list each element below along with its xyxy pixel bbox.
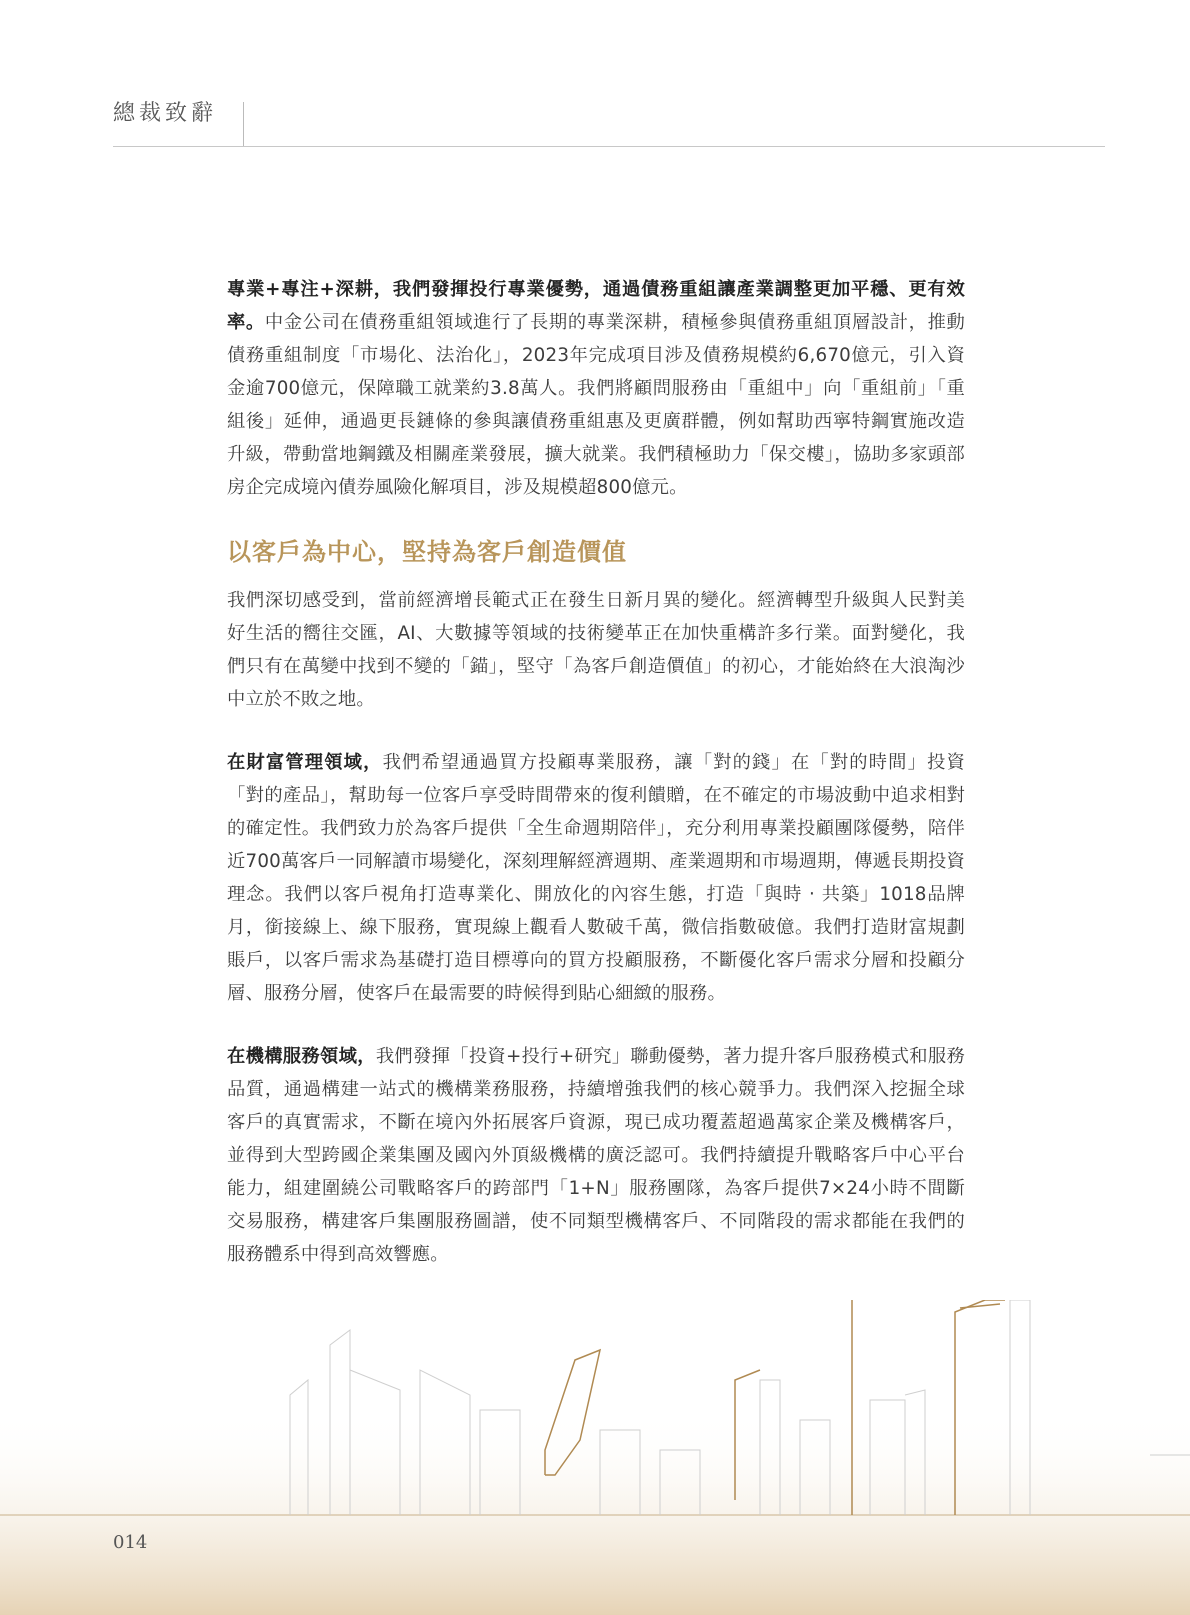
skyline-gradient-band [0,1410,1190,1615]
paragraph-customer-value [227,584,965,716]
paragraph-lead-bold: 在財富管理領域， [227,752,383,773]
paragraph-lead-bold: 在機構服務領域， [227,1046,376,1067]
main-content [227,273,965,1301]
page-number: 014 [113,1532,148,1553]
paragraph-body: 中金公司在債務重組領域進行了長期的專業深耕，積極參與債務重組頂層設計，推動債務重組制度「市場化、法治化」，2023年完成項目涉及債務規模約6,670億元，引入資金逾700億元，保障職工就業約3.8萬人。我們將顧問服務由「重組中」向「重組前」「重組後」延伸，通過更長鏈條的參與讓債務重組惠及更廣群體，例如幫助西寧特鋼實施改造升級，帶動當地鋼鐵及相關產業發展，擴大就業。我們積極助力「保交樓」，協助多家頭部房企完成境內債券風險化解項目，涉及規模超800億元。 [227,312,965,498]
section-heading: 以客戶為中心，堅持為客戶創造價值 [227,538,627,566]
paragraph-body: 我們希望通過買方投顧專業服務，讓「對的錢」在「對的時間」投資「對的產品」，幫助每一位客戶享受時間帶來的復利饋贈，在不確定的市場波動中追求相對的確定性。我們致力於為客戶提供「全生命週期陪伴」，充分利用專業投顧團隊優勢，陪伴近700萬客戶一同解讀市場變化，深刻理解經濟週期、產業週期和市場週期，傳遞長期投資理念。我們以客戶視角打造專業化、開放化的內容生態，打造「與時 · 共築」1018品牌月，銜接線上、線下服務，實現線上觀看人數破千萬，微信指數破億。我們打造財富規劃賬戶，以客戶需求為基礎打造目標導向的買方投顧服務，不斷優化客戶需求分層和投顧分層、服務分層，使客戶在最需要的時候得到貼心細緻的服務。 [227,752,965,1004]
skyline-illustration [0,1300,1190,1615]
building-outline-gold [960,1304,1000,1308]
paragraph-body: 我們深切感受到，當前經濟增長範式正在發生日新月異的變化。經濟轉型升級與人民對美好生活的嚮往交匯，AI、大數據等領域的技術變革正在加快重構許多行業。面對變化，我們只有在萬變中找到不變的「錨」，堅守「為客戶創造價值」的初心，才能始終在大浪淘沙中立於不敗之地。 [227,590,965,710]
section-title: 總裁致辭 [113,101,218,126]
paragraph-debt-restructuring [227,273,965,504]
paragraph-institutional-services [227,1040,965,1271]
paragraph-body: 我們發揮「投資+投行+研究」聯動優勢，著力提升客戶服務模式和服務品質，通過構建一站式的機構業務服務，持續增強我們的核心競爭力。我們深入挖掘全球客戶的真實需求，不斷在境內外拓展客戶資源，現已成功覆蓋超過萬家企業及機構客戶，並得到大型跨國企業集團及國內外頂級機構的廣泛認可。我們持續提升戰略客戶中心平台能力，組建圍繞公司戰略客戶的跨部門「1+N」服務團隊，為客戶提供7×24小時不間斷交易服務，構建客戶集團服務圖譜，使不同類型機構客戶、不同階段的需求都能在我們的服務體系中得到高效響應。 [227,1046,965,1265]
paragraph-wealth-management [227,746,965,1010]
header-rule [113,146,1105,147]
paragraph-lead-bold: 專業+專注+深耕，我們發揮投行專業優勢，通過債務重組讓產業調整更加平穩、更有效率。 [227,279,965,333]
header-divider-tick [243,102,244,146]
